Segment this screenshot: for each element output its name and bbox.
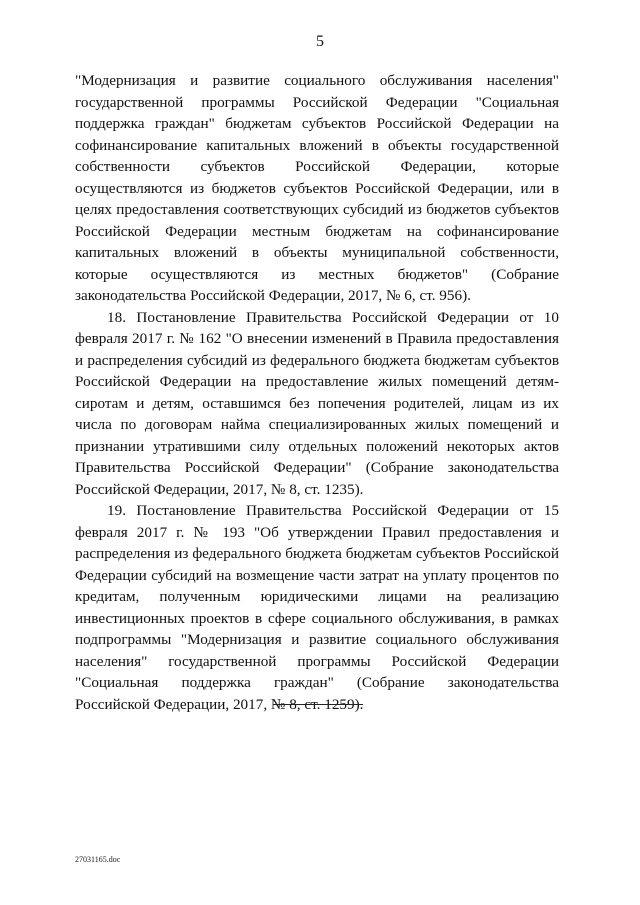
page-number: 5 — [316, 33, 324, 50]
closing-rule — [273, 704, 363, 705]
document-body — [75, 70, 559, 715]
footer-filename: 27031165.doc — [75, 855, 121, 864]
paragraph-continuation: "Модернизация и развитие социального обслуживания населения" государственной программы Российской Федерации "Социальная поддержка граждан" бюджетам субъектов Российской Федерации на софинансирование капитальных вложений в объекты государственной собственности субъектов Российской Федерации, которые осуществляются из бюджетов субъектов Российской Федерации, или в целях предоставления соответствующих субсидий из бюджетов субъектов Российской Федерации местным бюджетам на софинансирование капитальных вложений в объекты муниципальной собственности, которые осуществляются из местных бюджетов" (Собрание законодательства Российской Федерации, 2017, № 6, ст. 956). — [75, 72, 559, 304]
paragraph-item-19: 19. Постановление Правительства Российской Федерации от 15 февраля 2017 г. № 193 "Об утверждении Правил предоставления и распределения из федерального бюджета бюджетам субъектов Российской Федерации субсидий на возмещение части затрат на уплату процентов по кредитам, полученным юридическими лицами на реализацию инвестиционных проектов в сфере социального обслуживания, в рамках подпрограммы "Модернизация и развитие социального обслуживания населения" государственной программы Российской Федерации "Социальная поддержка граждан" (Собрание законодательства Российской Федерации, 2017, № 8, ст. 1259). — [75, 502, 559, 713]
paragraph-item-18: 18. Постановление Правительства Российской Федерации от 10 февраля 2017 г. № 162 "О внесении изменений в Правила предоставления и распределения субсидий из федерального бюджета бюджетам субъектов Российской Федерации на предоставление жилых помещений детям-сиротам и детям, оставшимся без попечения родителей, лицам из их числа по договорам найма специализированных жилых помещений и признании утратившими силу отдельных положений некоторых актов Правительства Российской Федерации" (Собрание законодательства Российской Федерации, 2017, № 8, ст. 1235). — [75, 308, 559, 498]
